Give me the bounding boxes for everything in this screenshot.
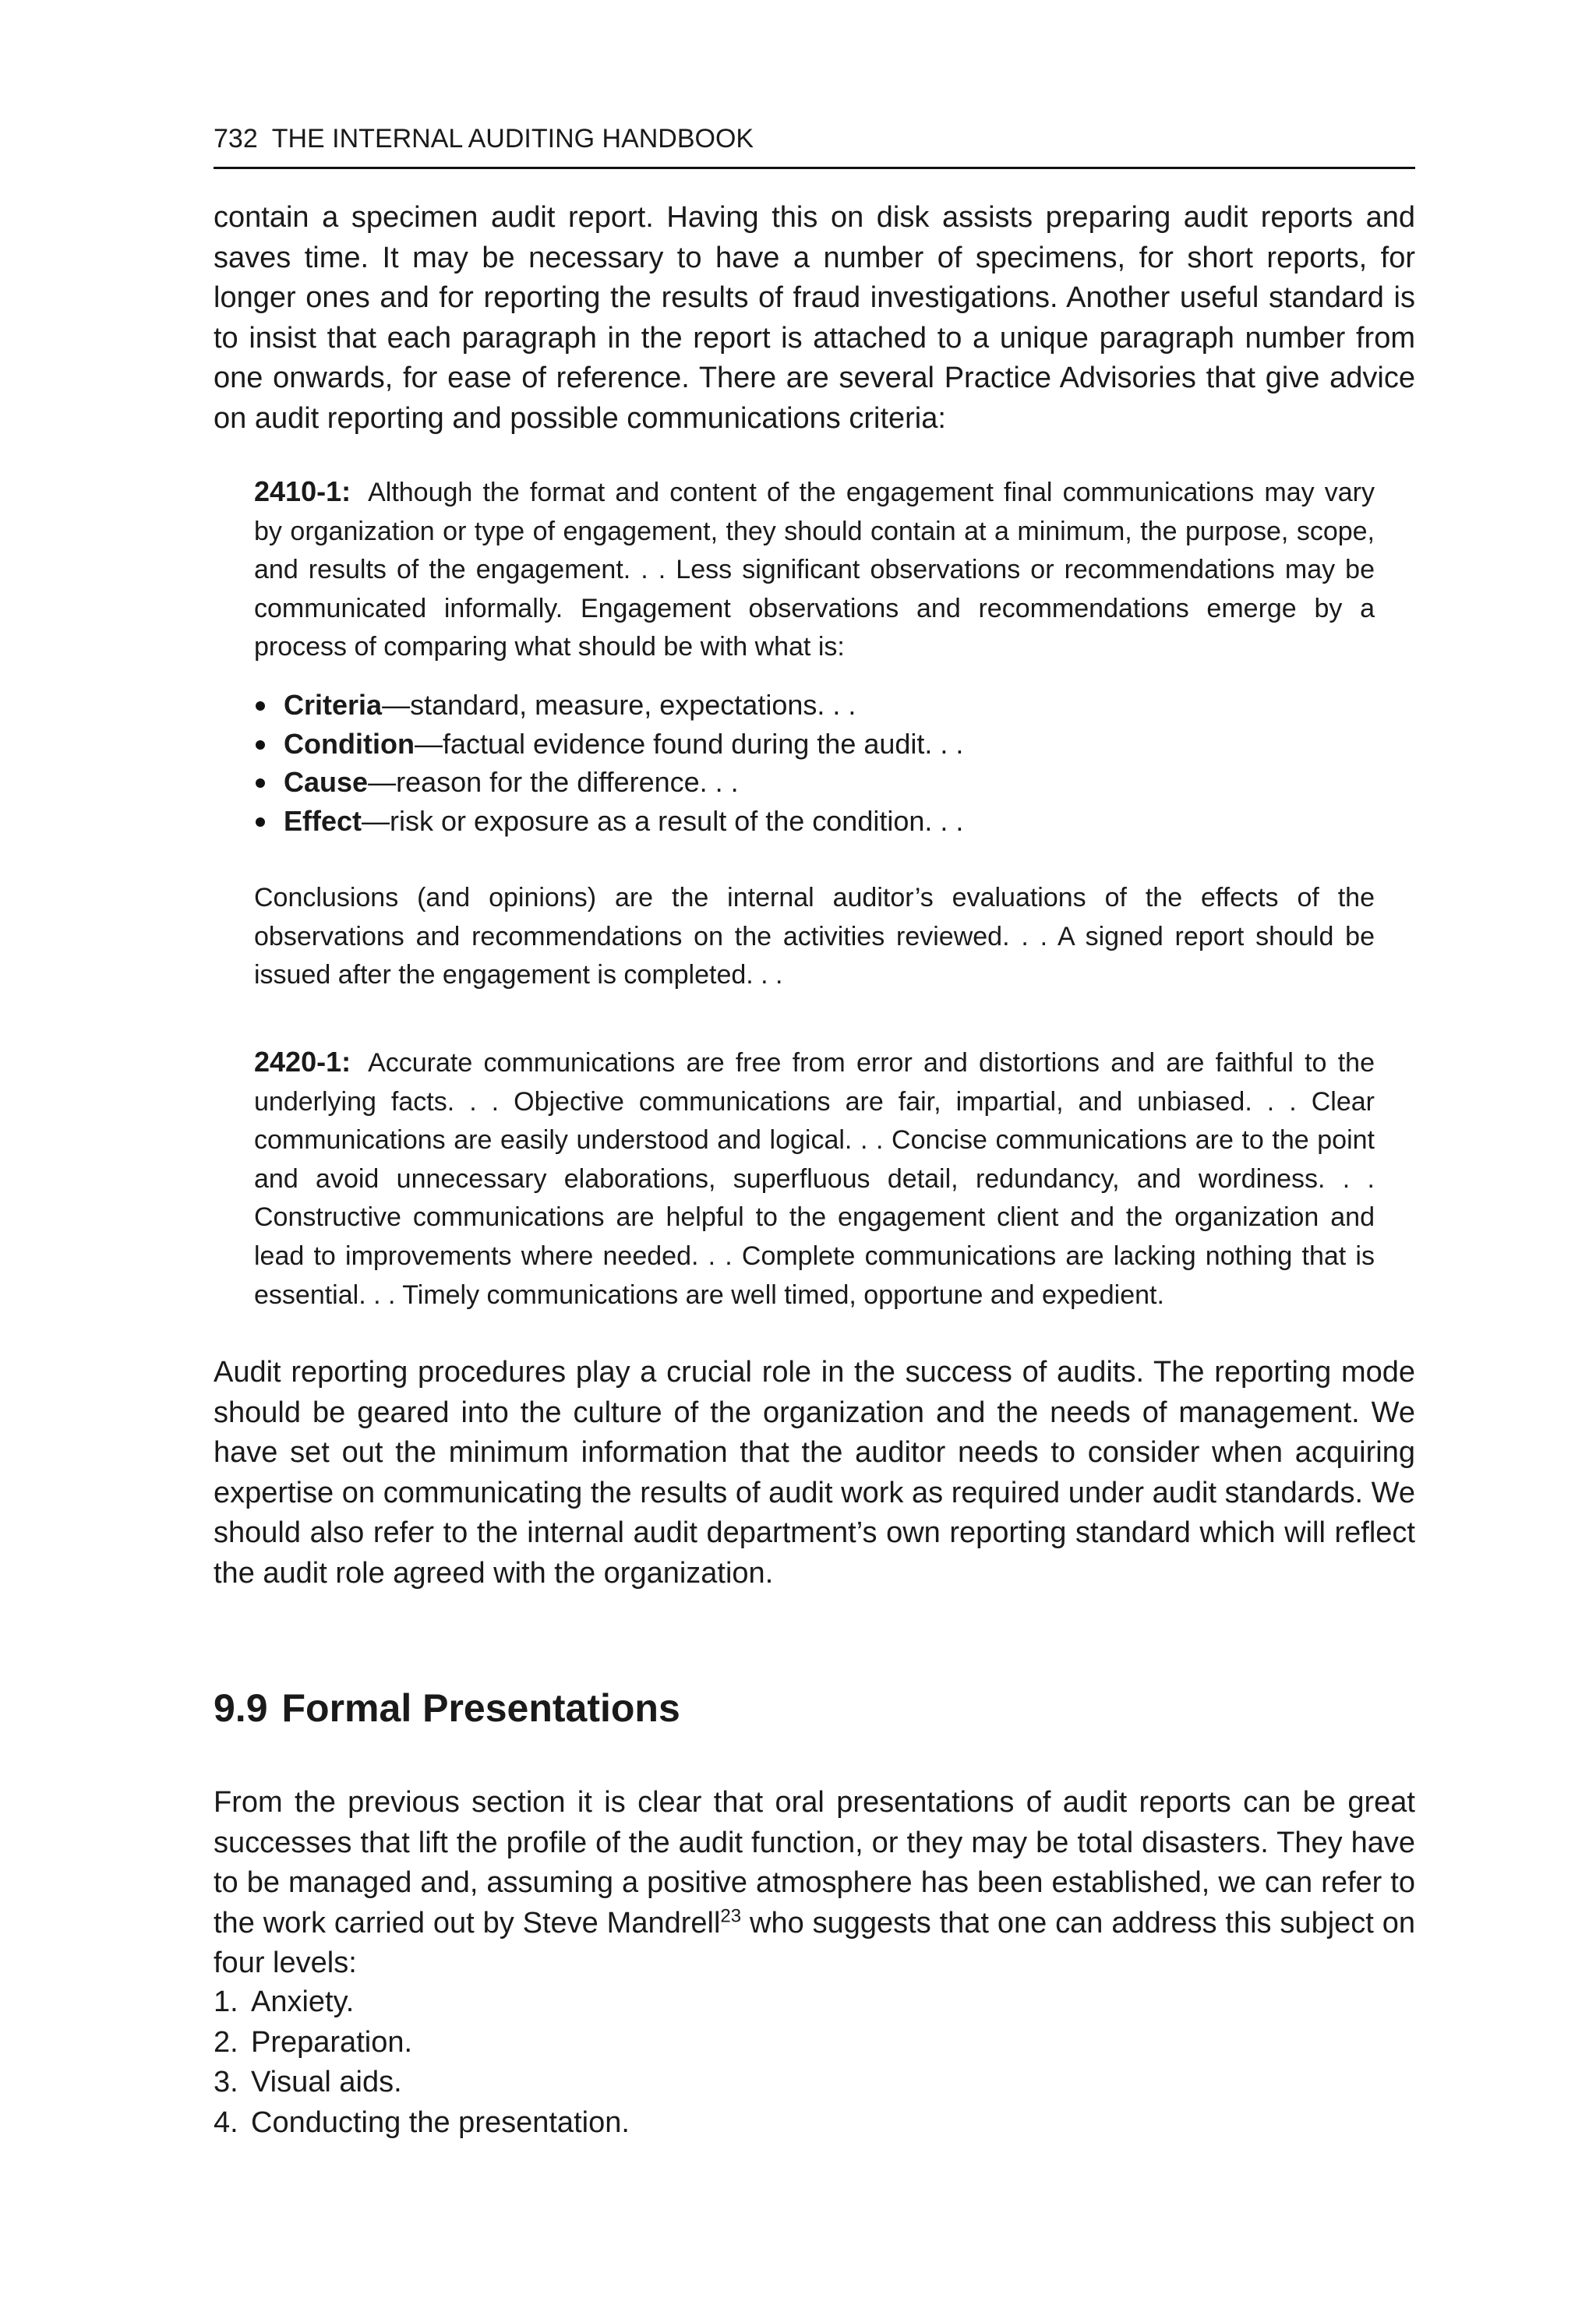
list-item	[214, 2063, 630, 2103]
list-item	[254, 763, 1375, 802]
list-number: 3.	[214, 2066, 238, 2099]
bullet-text: —reason for the difference. . .	[368, 766, 739, 799]
bullet-text: —standard, measure, expectations. . .	[382, 689, 856, 721]
section-number: 9.9	[214, 1686, 268, 1730]
running-header	[214, 117, 1415, 169]
list-number: 2.	[214, 2025, 238, 2059]
advisory-2410-text	[254, 472, 1375, 667]
advisory-2410-conclusion: Conclusions (and opinions) are the internal auditor’s evaluations of the effects of the observations and recommendations on the activities reviewed. . . A signed report should be issued after the engagement is completed. . .	[254, 883, 1375, 990]
criteria-bullet-list	[254, 686, 1375, 840]
list-item	[254, 686, 1375, 725]
advisory-2420-text	[254, 1043, 1375, 1315]
bullet-icon	[256, 778, 265, 788]
section-heading	[214, 1683, 680, 1733]
section-title: Formal Presentations	[281, 1686, 680, 1730]
list-item	[214, 2023, 630, 2063]
intro-paragraph: contain a specimen audit report. Having this on disk assists preparing audit reports and saves time. It may be necessary to have a number of specimens, for short reports, for longer ones and for reporting the results of fraud investigations. Another useful standard is to insist that each paragraph in the report is attached to a unique paragraph number from one onwards, for ease of reference. There are several Practice Advisories that give advice on audit reporting and possible communications criteria:	[214, 201, 1415, 435]
bullet-icon	[256, 701, 265, 711]
list-item	[254, 802, 1375, 841]
bullet-term: Effect	[284, 804, 362, 837]
bullet-term: Cause	[284, 766, 369, 799]
list-text: Anxiety.	[251, 1985, 355, 2018]
list-item	[214, 2103, 630, 2144]
list-number: 4.	[214, 2105, 238, 2139]
presentations-text: From the previous section it is clear that oral presentations of audit reports can be great successes that lift the profile of the audit function, or they may be total disasters. They have to be managed and, assuming a positive atmosphere has been established, we can refer to the work carried out by Steve Mandrell	[214, 1786, 1415, 1940]
summary-paragraph: Audit reporting procedures play a crucial role in the success of audits. The reporting mode should be geared into the culture of the organization and the needs of management. We have set out the minimum information that the auditor needs to consider when acquiring expertise on communicating the results of audit work as required under audit standards. We should also refer to the internal audit department’s own reporting standard which will reflect the audit role agreed with the organization.	[214, 1356, 1415, 1590]
list-item	[214, 1982, 630, 2023]
presentations-paragraph	[214, 1783, 1415, 1984]
advisory-2420-ref: 2420-1:	[254, 1046, 351, 1078]
bullet-text: —factual evidence found during the audit. . .	[414, 727, 964, 760]
advisory-2410-body: Although the format and content of the engagement final communications may vary by organization or type of engagement, they should contain at a minimum, the purpose, scope, and results of the engagement. . . Less significant observations or recommendations may be communicated informally. Engagement observations and recommendations emerge by a process of comparing what should be with what is:	[254, 478, 1375, 662]
list-item	[254, 725, 1375, 764]
bullet-icon	[256, 740, 265, 750]
footnote-ref: 23	[720, 1905, 742, 1927]
bullet-term: Criteria	[284, 689, 383, 721]
page-number: 732	[214, 124, 258, 154]
levels-list	[214, 1982, 630, 2143]
advisory-2410-ref: 2410-1:	[254, 475, 351, 507]
running-title: THE INTERNAL AUDITING HANDBOOK	[271, 124, 754, 154]
list-text: Visual aids.	[251, 2066, 402, 2099]
bullet-term: Condition	[284, 727, 415, 760]
bullet-icon	[256, 817, 265, 827]
advisory-2420-body: Accurate communications are free from error and distortions and are faithful to the underlying facts. . . Objective communications are fair, impartial, and unbiased. . . Clear communications are easily understood and logical. . . Concise communications are to the point and avoid unnecessary elaborations, superfluous detail, redundancy, and wordiness. . . Constructive communications are helpful to the engagement client and the organization and lead to improvements where needed. . . Complete communications are lacking nothing that is essential. . . Timely communications are well timed, opportune and expedient.	[254, 1048, 1375, 1310]
bullet-text: —risk or exposure as a result of the condition. . .	[362, 804, 964, 837]
list-text: Preparation.	[251, 2025, 413, 2059]
list-number: 1.	[214, 1985, 238, 2018]
list-text: Conducting the presentation.	[251, 2105, 630, 2139]
presentations-text-end: who suggests that one can address this subject on four levels:	[214, 1906, 1415, 1980]
